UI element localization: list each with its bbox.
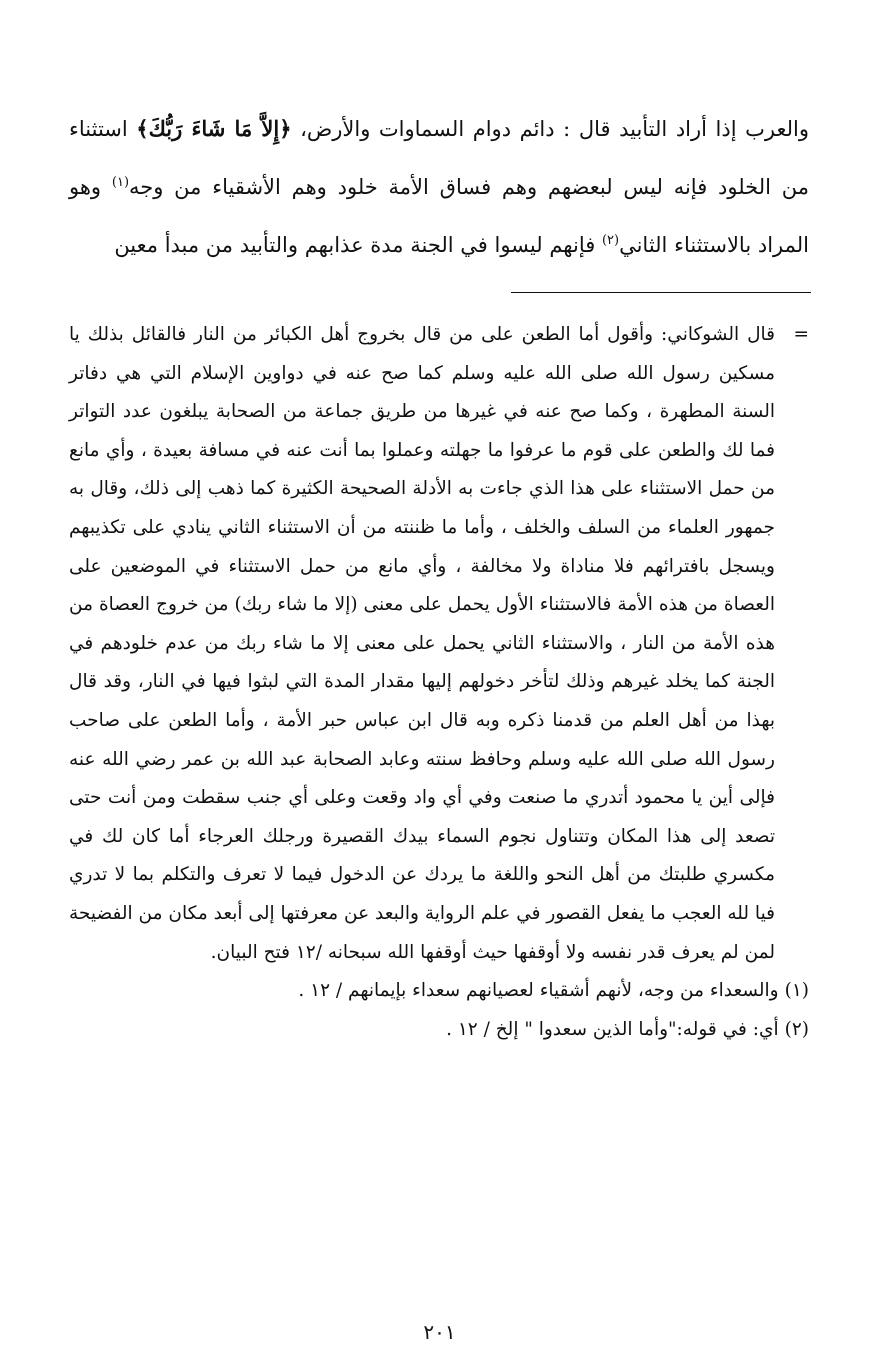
footnote-1 <box>69 972 809 1011</box>
page-number: ٢٠١ <box>423 1320 456 1344</box>
main-text-block <box>69 100 809 274</box>
footnote-separator <box>511 292 811 293</box>
footnotes-block <box>69 316 809 1049</box>
quran-verse: ﴿إِلاَّ مَا شَاءَ رَبُّكَ﴾ <box>136 116 292 141</box>
footnote-ref-2[interactable]: (٢) <box>601 233 620 248</box>
main-line-3a: وهو المراد بالاستثناء الثاني <box>69 175 809 257</box>
footnote-1-number: (١) <box>784 980 809 1002</box>
continued-footnote <box>69 316 809 972</box>
continuation-mark: = <box>793 324 809 345</box>
footnote-2 <box>69 1011 809 1050</box>
footnote-1-text: والسعداء من وجه، لأنهم أشقياء لعصيانهم سعداء بإيمانهم / ١٢ . <box>298 980 779 1002</box>
main-line-1: والعرب إذا أراد التأبيد قال : دائم دوام السماوات والأرض، <box>291 117 809 141</box>
footnote-2-text: أي: في قوله:"وأما الذين سعدوا " إلخ / ١٢ . <box>446 1018 779 1040</box>
continued-footnote-text: قال الشوكاني: وأقول أما الطعن على من قال بخروج أهل الكبائر من النار فالقائل بذلك يا مسكين رسول الله صلى الله عليه وسلم كما صح عنه في دواوين الإسلام التي هي دفاتر السنة المطهرة ، وكما صح عنه في غيرها من طريق جماعة من الصحابة يبلغون عدد التواتر فما لك والطعن على قوم ما عرفوا ما جهلته وعملوا بما أنت عنه في مسافة بعيدة ، وأي مانع من حمل الاستثناء على هذا الذي جاءت به الأدلة الصحيحة الكثيرة كما ذهب إلى ذلك، وقال به جمهور العلماء من السلف والخلف ، وأما ما ظننته من أن الاستثناء الثاني ينادي على تكذيبهم ويسجل بافترائهم فلا مناداة ولا مخالفة ، وأي مانع من حمل الاستثناء في الموضعين على العصاة من هذه الأمة فالاستثناء الأول يحمل على معنى (إلا ما شاء ربك) من خروج العصاة من هذه الأمة من النار ، والاستثناء الثاني يحمل على معنى إلا ما شاء ربك من عدم خلودهم في الجنة كما يخلد غيرهم وذلك لتأخر دخولهم إليها مقدار المدة التي لبثوا فيها في النار، وقد قال بهذا من أهل العلم من قدمنا ذكره وبه قال ابن عباس حبر الأمة ، وأما الطعن على صاحب رسول الله صلى الله عليه وسلم وحافظ سنته وعابد الصحابة عبد الله بن عمر رضي الله عنه فإلى أين يا محمود أتدري ما صنعت وفي أي واد وقعت وعلى أي جنب سقطت ومن أنت حتى تصعد إلى هذا المكان وتتناول نجوم السماء بيدك القصيرة ورجلك العرجاء أما كان لك في مكسري طلبتك من أهل النحو واللغة ما يردك عن الدخول فيما لا تعرف والتكلم بما لا تدري فيا لله العجب ما يفعل القصور في علم الرواية والبعد عن معرفتها إلى أبعد مكان من الفضيحة لمن لم يعرف قدر نفسه ولا أوقفها حيث أوقفها الله سبحانه /١٢ فتح البيان. <box>69 324 776 963</box>
footnote-2-number: (٢) <box>784 1018 809 1040</box>
footnote-ref-1[interactable]: (١) <box>111 175 130 190</box>
main-paragraph <box>69 100 809 274</box>
main-line-3b: فإنهم ليسوا في الجنة مدة عذابهم والتأبيد من مبدأ معين <box>114 233 602 257</box>
main-line-2: استثناء من الخلود فإنه ليس لبعضهم وهم فساق الأمة خلود وهم الأشقياء من وجه <box>69 117 809 199</box>
